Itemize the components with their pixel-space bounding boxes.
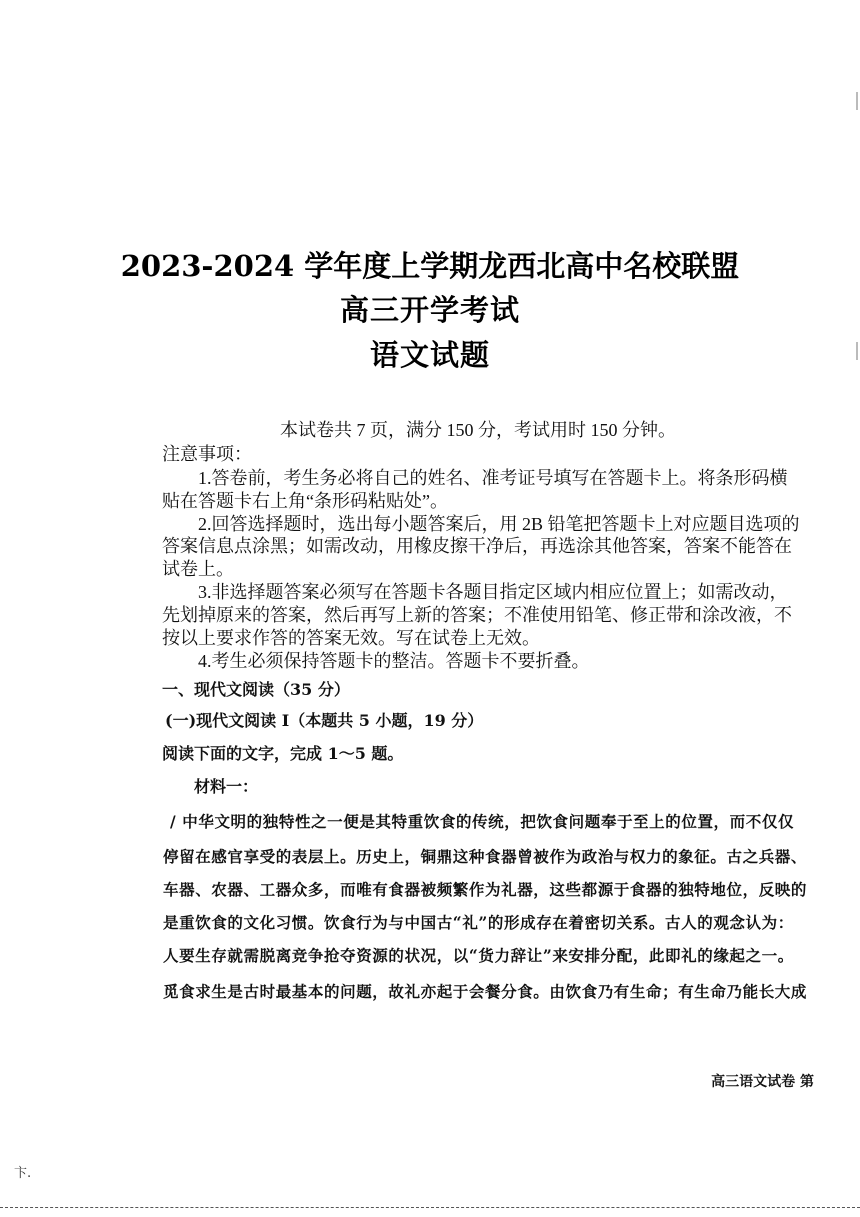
notice-line: 2.回答选择题时，选出每小题答案后，用 2B 铅笔把答题卡上对应题目选项的 xyxy=(198,514,800,534)
passage-line: 是重饮食的文化习惯。饮食行为与中国古“礼”的形成存在着密切关系。古人的观念认为： xyxy=(163,913,794,932)
exam-title-line-2: 高三开学考试 xyxy=(339,293,520,327)
scan-edge-mark xyxy=(856,342,858,360)
passage-line: 觅食求生是古时最基本的问题，故礼亦起于会餐分食。由饮食乃有生命；有生命乃能长大成 xyxy=(163,982,808,1001)
material-label: 材料一： xyxy=(194,777,259,796)
notice-line: 3.非选择题答案必须写在答题卡各题目指定区域内相应位置上；如需改动， xyxy=(198,582,788,602)
passage-line: 车器、农器、工器众多，而唯有食器被频繁作为礼器，这些都源于食器的独特地位，反映的 xyxy=(163,880,808,899)
notice-line: 答案信息点涂黑；如需改动，用橡皮擦干净后，再选涂其他答案，答案不能答在 xyxy=(162,536,792,556)
page-footer-label: 高三语文试卷 第 xyxy=(711,1074,814,1090)
notice-line: 按以上要求作答的答案无效。写在试卷上无效。 xyxy=(162,628,540,648)
notice-line: 先划掉原来的答案，然后再写上新的答案；不准使用铅笔、修正带和涂改液，不 xyxy=(162,605,792,625)
notice-heading: 注意事项： xyxy=(162,444,252,464)
passage-line: / 中华文明的独特性之一便是其特重饮食的传统，把饮食问题奉于至上的位置，而不仅仅 xyxy=(170,812,795,831)
notice-line: 4.考生必须保持答题卡的整洁。答题卡不要折叠。 xyxy=(198,651,590,671)
passage-line: 人要生存就需脱离竞争抢夺资源的状况，以“货力辞让”来安排分配，此即礼的缘起之一。 xyxy=(163,946,794,965)
bottom-cut-line xyxy=(0,1207,860,1208)
exam-title-line-1: 2023-2024 学年度上学期龙西北高中名校联盟 xyxy=(120,249,740,283)
subsection-heading: (一)现代文阅读 I（本题共 5 小题，19 分） xyxy=(165,711,484,730)
notice-line: 1.答卷前，考生务必将自己的姓名、准考证号填写在答题卡上。将条形码横 xyxy=(198,468,788,488)
scan-mark: 卞. xyxy=(14,1166,32,1181)
section-heading: 一、现代文阅读（35 分） xyxy=(162,680,350,699)
notice-line: 试卷上。 xyxy=(162,559,234,579)
notice-line: 贴在答题卡右上角“条形码粘贴处”。 xyxy=(162,491,448,511)
exam-title-line-3: 语文试题 xyxy=(369,338,490,372)
passage-line: 停留在感官享受的表层上。历史上，铜鼎这种食器曾被作为政治与权力的象征。古之兵器、 xyxy=(163,847,808,866)
scan-edge-mark xyxy=(856,92,858,110)
exam-summary: 本试卷共 7 页，满分 150 分，考试用时 150 分钟。 xyxy=(280,420,676,440)
reading-prompt: 阅读下面的文字，完成 1～5 题。 xyxy=(162,744,404,763)
